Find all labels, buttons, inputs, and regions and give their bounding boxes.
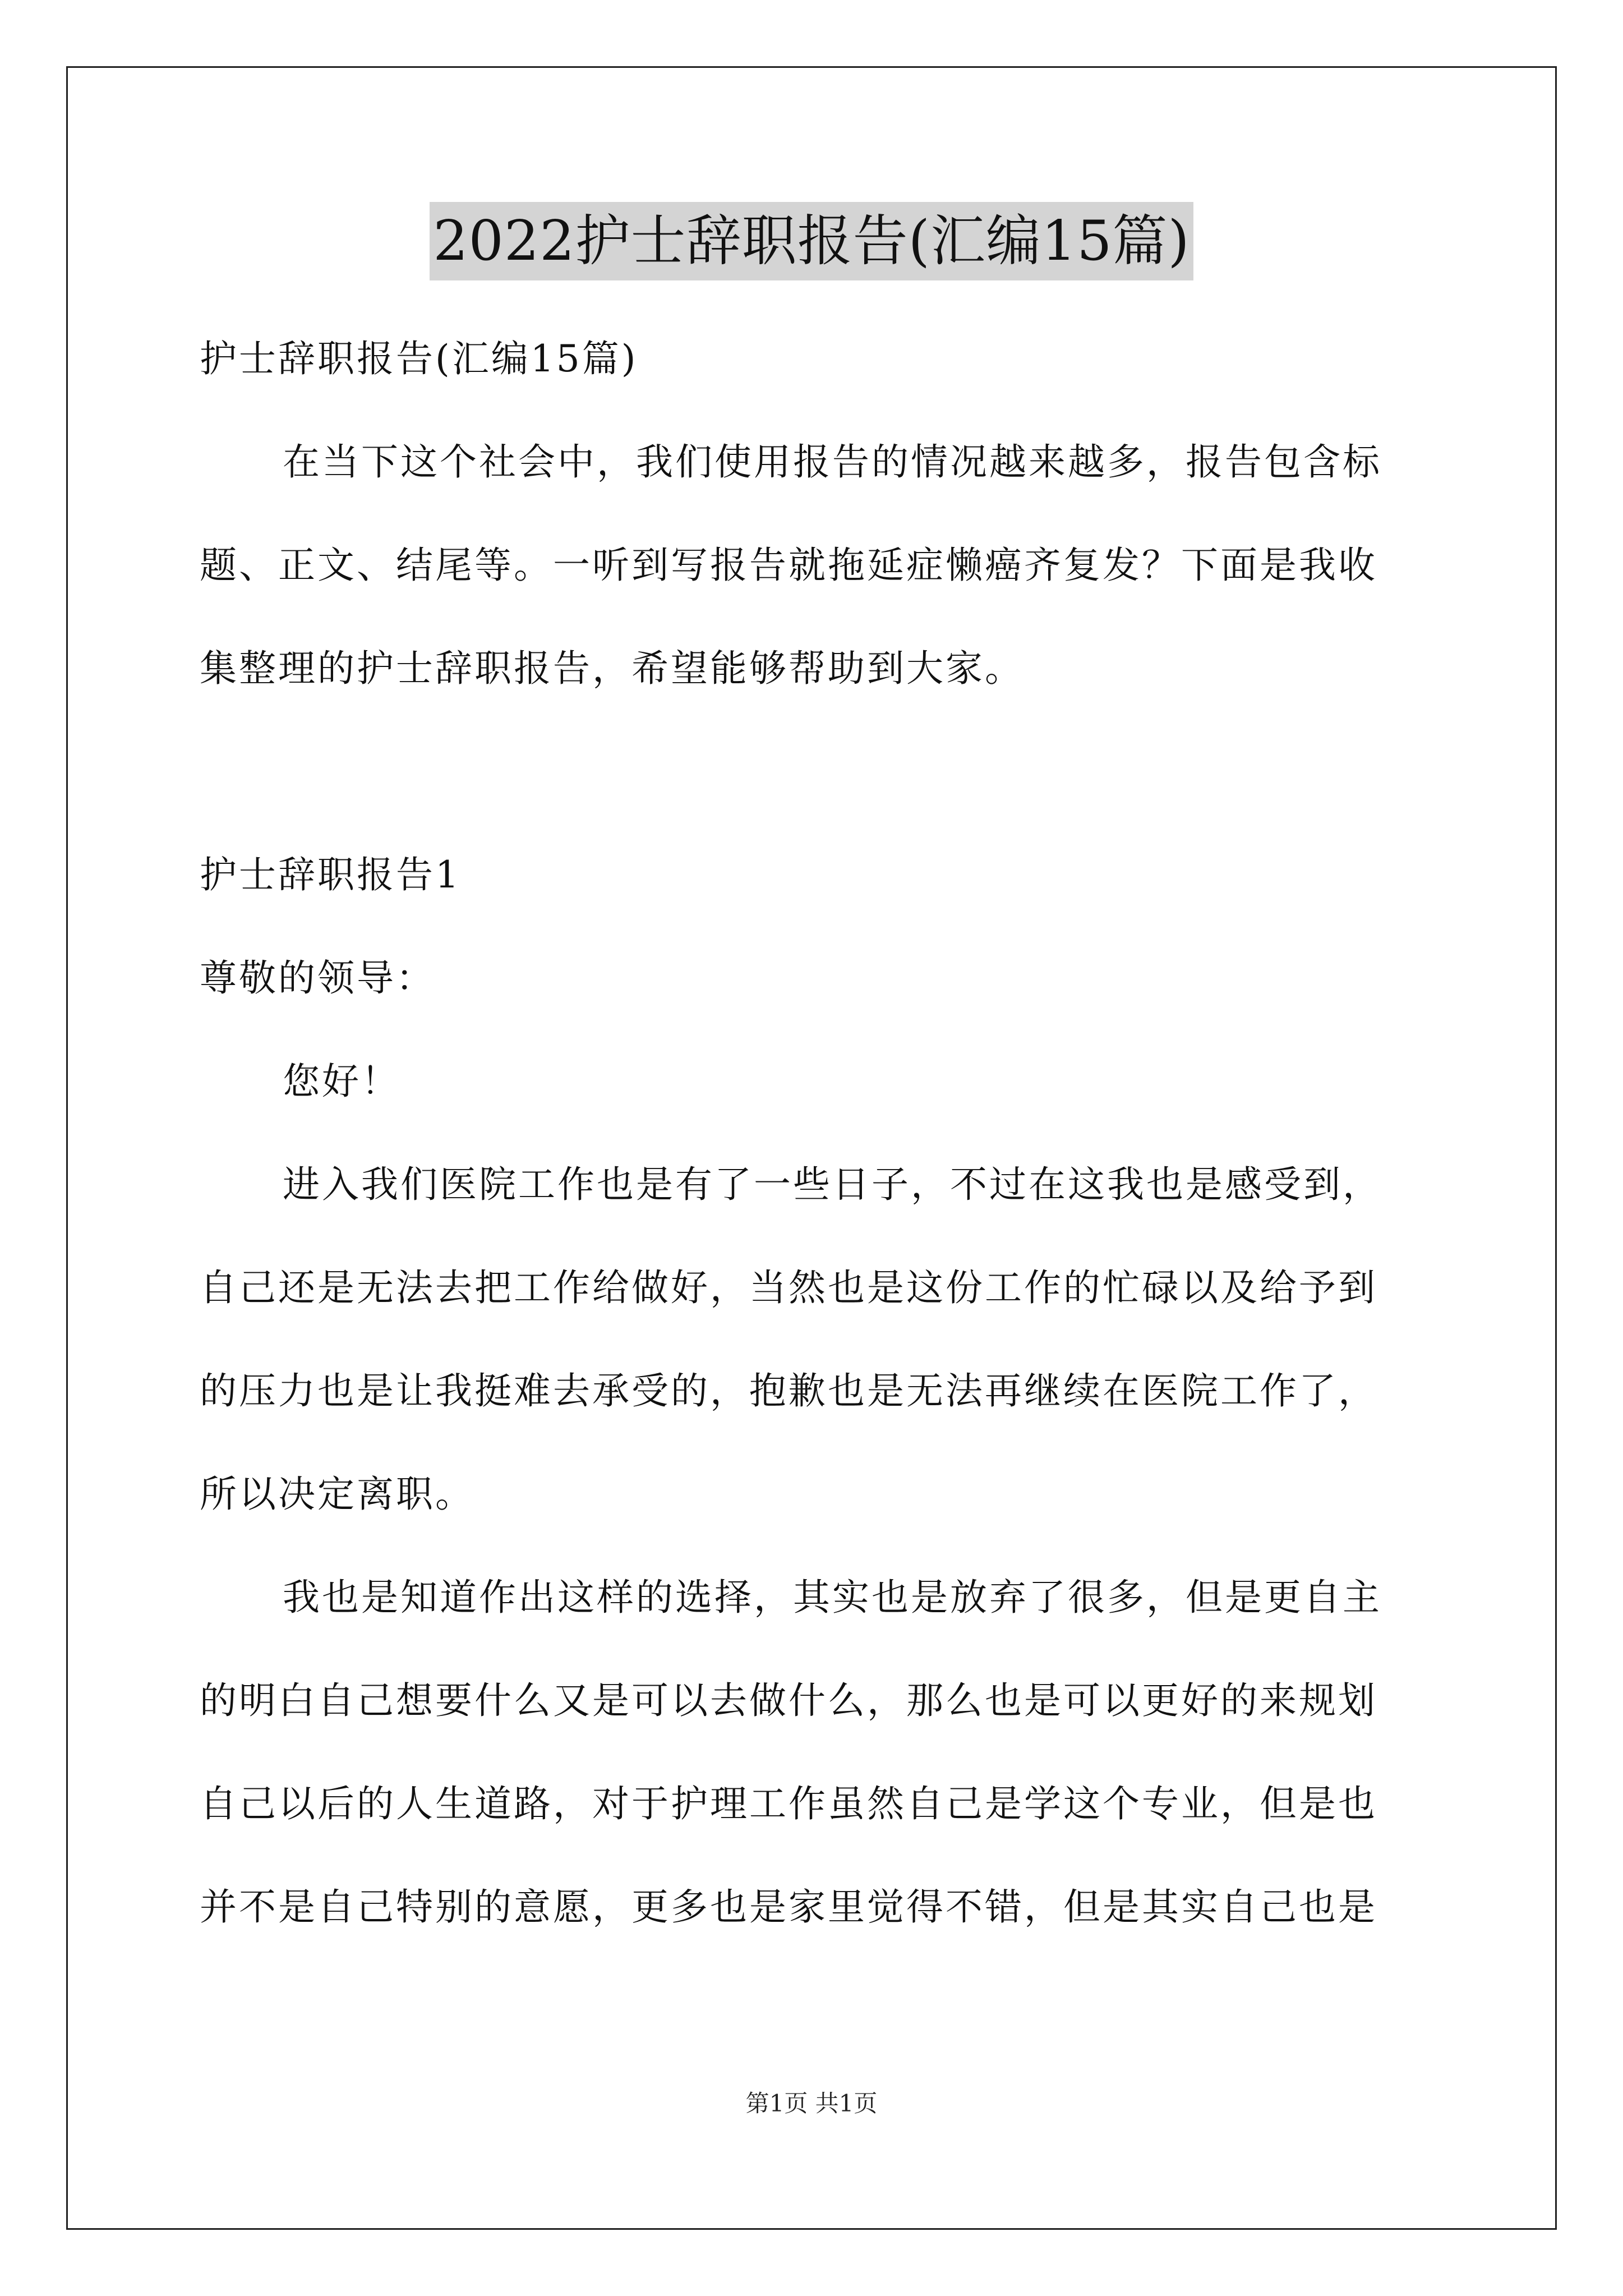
paragraph-line: 自己还是无法去把工作给做好，当然也是这份工作的忙碌以及给予到 [200,1266,1377,1309]
document-subtitle: 护士辞职报告(汇编15篇) [200,337,638,380]
paragraph-line: 自己以后的人生道路，对于护理工作虽然自己是学这个专业，但是也 [200,1782,1377,1825]
paragraph-line: 并不是自己特别的意愿，更多也是家里觉得不错，但是其实自己也是 [200,1885,1377,1929]
greeting: 您好！ [283,1060,400,1103]
paragraph-line: 所以决定离职。 [200,1473,474,1516]
title-area [0,202,1623,280]
intro-line: 题、正文、结尾等。一听到写报告就拖延症懒癌齐复发？下面是我收 [200,544,1377,587]
paragraph-line: 进入我们医院工作也是有了一些日子，不过在这我也是感受到， [283,1163,1382,1206]
document-title: 2022护士辞职报告(汇编15篇) [430,202,1193,280]
paragraph-line: 的压力也是让我挺难去承受的，抱歉也是无法再继续在医院工作了， [200,1369,1377,1412]
paragraph-spacer [200,720,1428,823]
document-body [200,307,1428,1959]
salutation: 尊敬的领导： [200,956,435,1000]
intro-line: 集整理的护士辞职报告，希望能够帮助到大家。 [200,647,1024,690]
section-heading: 护士辞职报告1 [200,853,461,896]
paragraph-line: 的明白自己想要什么又是可以去做什么，那么也是可以更好的来规划 [200,1679,1377,1722]
intro-line: 在当下这个社会中，我们使用报告的情况越来越多，报告包含标 [283,440,1382,484]
paragraph-line: 我也是知道作出这样的选择，其实也是放弃了很多，但是更自主 [283,1576,1382,1619]
page-footer: 第1页 共1页 [745,2090,878,2117]
